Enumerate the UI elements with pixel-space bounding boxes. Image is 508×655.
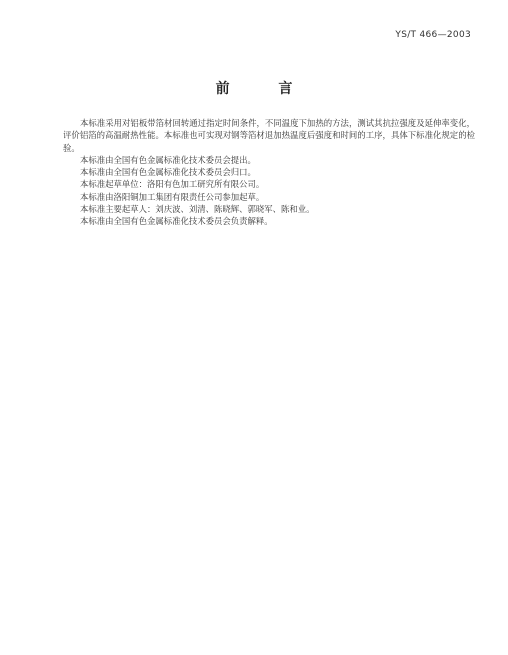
standard-code: YS/T 466—2003 [395, 30, 471, 40]
foreword-paragraph: 本标准由洛阳铜加工集团有限责任公司参加起草。 [80, 191, 265, 202]
foreword-paragraph: 本标准由全国有色金属标准化技术委员会负责解释。 [80, 216, 273, 227]
foreword-paragraph: 本标准由全国有色金属标准化技术委员会归口。 [80, 167, 256, 178]
foreword-paragraph: 本标准由全国有色金属标准化技术委员会提出。 [80, 154, 256, 165]
foreword-paragraph: 本标准起草单位：洛阳有色加工研究所有限公司。 [80, 179, 265, 190]
page-title: 前 言 [215, 81, 315, 97]
foreword-body [63, 117, 475, 228]
foreword-paragraph: 本标准采用对铝板带箔材回转通过指定时间条件，不同温度下加热的方法，测试其抗拉强度及延伸率变化，评价铝箔的高温耐热性能。本标准也可实现对钢等箔材退加热温度后强度和时间的工序，具体下标准化规定的检验。 [63, 118, 475, 153]
foreword-paragraph: 本标准主要起草人：刘庆波、刘清、陈晓辉、郭晓军、陈和业。 [80, 204, 315, 215]
